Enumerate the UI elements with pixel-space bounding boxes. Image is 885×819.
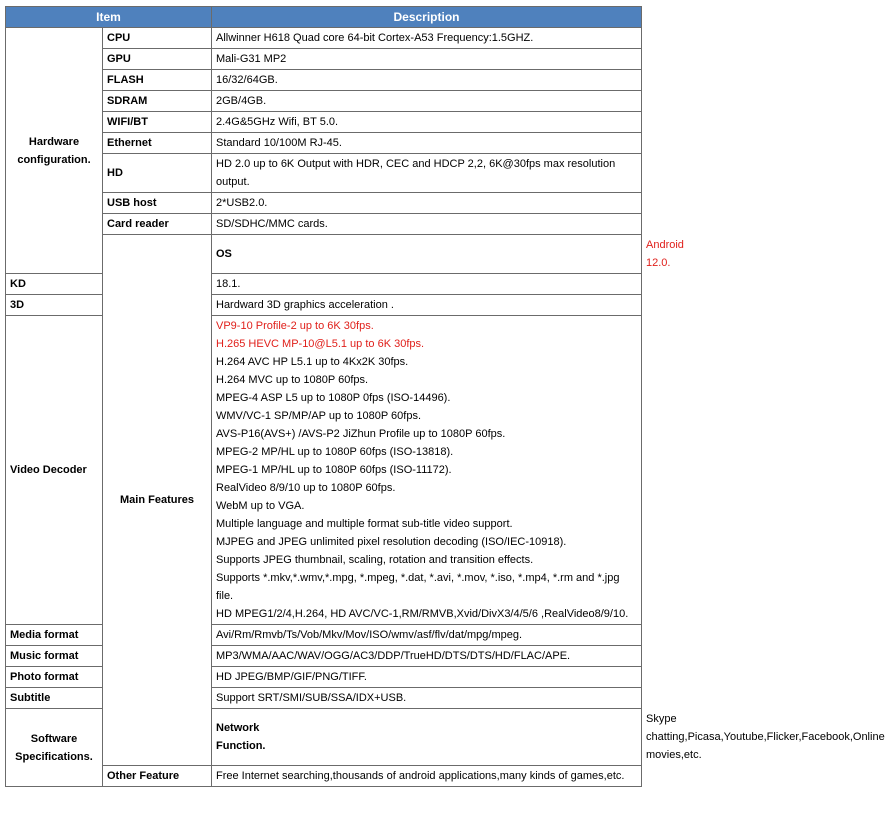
table-row bbox=[6, 688, 642, 709]
item-usb-host: USB host bbox=[103, 193, 212, 214]
header-description: Description bbox=[212, 7, 642, 28]
desc-card-reader: SD/SDHC/MMC cards. bbox=[212, 214, 642, 235]
video-line: HD MPEG1/2/4,H.264, HD AVC/VC-1,RM/RMVB,Xvid/DivX3/4/5/6 ,RealVideo8/9/10. bbox=[216, 608, 629, 620]
category-software-line2: Specifications. bbox=[15, 750, 93, 763]
video-line: WebM up to VGA. bbox=[216, 500, 305, 512]
video-line: VP9-10 Profile-2 up to 6K 30fps. bbox=[216, 320, 374, 332]
video-line: WMV/VC-1 SP/MP/AP up to 1080P 60fps. bbox=[216, 410, 422, 422]
item-flash: FLASH bbox=[103, 70, 212, 91]
item-music-format: Music format bbox=[6, 646, 103, 667]
spec-table bbox=[5, 6, 885, 787]
table-header-row bbox=[6, 7, 642, 28]
item-photo-format: Photo format bbox=[6, 667, 103, 688]
desc-music-format: MP3/WMA/AAC/WAV/OGG/AC3/DDP/TrueHD/DTS/DTS/HD/FLAC/APE. bbox=[212, 646, 642, 667]
desc-gpu: Mali-G31 MP2 bbox=[212, 49, 642, 70]
category-main-features: Main Features bbox=[103, 235, 212, 766]
item-ethernet: Ethernet bbox=[103, 133, 212, 154]
desc-photo-format: HD JPEG/BMP/GIF/PNG/TIFF. bbox=[212, 667, 642, 688]
desc-flash: 16/32/64GB. bbox=[212, 70, 642, 91]
video-line: Supports *.mkv,*.wmv,*.mpg, *.mpeg, *.dat, *.avi, *.mov, *.iso, *.mp4, *.rm and *.jpg file. bbox=[216, 572, 620, 602]
table-row: Main Features OS Android 12.0. bbox=[6, 235, 642, 274]
item-network-line2: Function. bbox=[216, 740, 266, 752]
item-network-line1: Network bbox=[216, 722, 260, 734]
item-subtitle: Subtitle bbox=[6, 688, 103, 709]
desc-sdram: 2GB/4GB. bbox=[212, 91, 642, 112]
desc-hd: HD 2.0 up to 6K Output with HDR, CEC and HDCP 2,2, 6K@30fps max resolution output. bbox=[212, 154, 642, 193]
desc-other-feature: Free Internet searching,thousands of android applications,many kinds of games,etc. bbox=[212, 766, 642, 787]
desc-wifi-bt: 2.4G&5GHz Wifi, BT 5.0. bbox=[212, 112, 642, 133]
video-line: RealVideo 8/9/10 up to 1080P 60fps. bbox=[216, 482, 396, 494]
video-line: H.264 AVC HP L5.1 up to 4Kx2K 30fps. bbox=[216, 356, 409, 368]
desc-3d: Hardward 3D graphics acceleration . bbox=[212, 295, 642, 316]
item-kd: KD bbox=[6, 274, 103, 295]
table-row bbox=[6, 28, 642, 49]
table-row bbox=[6, 625, 642, 646]
item-hd: HD bbox=[103, 154, 212, 193]
desc-usb-host: 2*USB2.0. bbox=[212, 193, 642, 214]
desc-cpu: Allwinner H618 Quad core 64-bit Cortex-A53 Frequency:1.5GHZ. bbox=[212, 28, 642, 49]
header-item: Item bbox=[6, 7, 212, 28]
category-hardware bbox=[6, 28, 103, 274]
video-line: Supports JPEG thumbnail, scaling, rotation and transition effects. bbox=[216, 554, 534, 566]
desc-kd: 18.1. bbox=[212, 274, 642, 295]
item-video-decoder: Video Decoder bbox=[6, 316, 103, 625]
item-sdram: SDRAM bbox=[103, 91, 212, 112]
table-row bbox=[6, 274, 642, 295]
item-os: OS bbox=[212, 235, 642, 274]
video-line: H.265 HEVC MP-10@L5.1 up to 6K 30fps. bbox=[216, 338, 425, 350]
desc-ethernet: Standard 10/100M RJ-45. bbox=[212, 133, 642, 154]
category-software bbox=[6, 709, 103, 787]
item-network-function bbox=[212, 709, 642, 766]
video-line: MJPEG and JPEG unlimited pixel resolution decoding (ISO/IEC-10918). bbox=[216, 536, 567, 548]
desc-media-format: Avi/Rm/Rmvb/Ts/Vob/Mkv/Mov/ISO/wmv/asf/flv/dat/mpg/mpeg. bbox=[212, 625, 642, 646]
category-software-line1: Software bbox=[30, 732, 78, 745]
item-gpu: GPU bbox=[103, 49, 212, 70]
table-row: Software Specifications. Network Function. Skype chatting,Picasa,Youtube,Flicker,Facebook,Online movies,etc. bbox=[6, 709, 642, 766]
item-cpu: CPU bbox=[103, 28, 212, 49]
category-hardware-line1: Hardware bbox=[28, 135, 80, 148]
video-line: MPEG-4 ASP L5 up to 1080P 0fps (ISO-14496). bbox=[216, 392, 451, 404]
video-line: MPEG-1 MP/HL up to 1080P 60fps (ISO-11172). bbox=[216, 464, 452, 476]
video-line: Multiple language and multiple format sub-title video support. bbox=[216, 518, 513, 530]
category-hardware-line2: configuration. bbox=[17, 153, 91, 166]
video-line: H.264 MVC up to 1080P 60fps. bbox=[216, 374, 369, 386]
video-line: AVS-P16(AVS+) /AVS-P2 JiZhun Profile up to 1080P 60fps. bbox=[216, 428, 506, 440]
video-line: MPEG-2 MP/HL up to 1080P 60fps (ISO-13818). bbox=[216, 446, 454, 458]
item-media-format: Media format bbox=[6, 625, 103, 646]
table-row bbox=[6, 646, 642, 667]
table-row bbox=[6, 295, 642, 316]
item-3d: 3D bbox=[6, 295, 103, 316]
desc-subtitle: Support SRT/SMI/SUB/SSA/IDX+USB. bbox=[212, 688, 642, 709]
table-row bbox=[6, 316, 642, 625]
item-card-reader: Card reader bbox=[103, 214, 212, 235]
item-other-feature: Other Feature bbox=[103, 766, 212, 787]
item-wifi-bt: WIFI/BT bbox=[103, 112, 212, 133]
desc-video-decoder bbox=[212, 316, 642, 625]
table-row bbox=[6, 667, 642, 688]
